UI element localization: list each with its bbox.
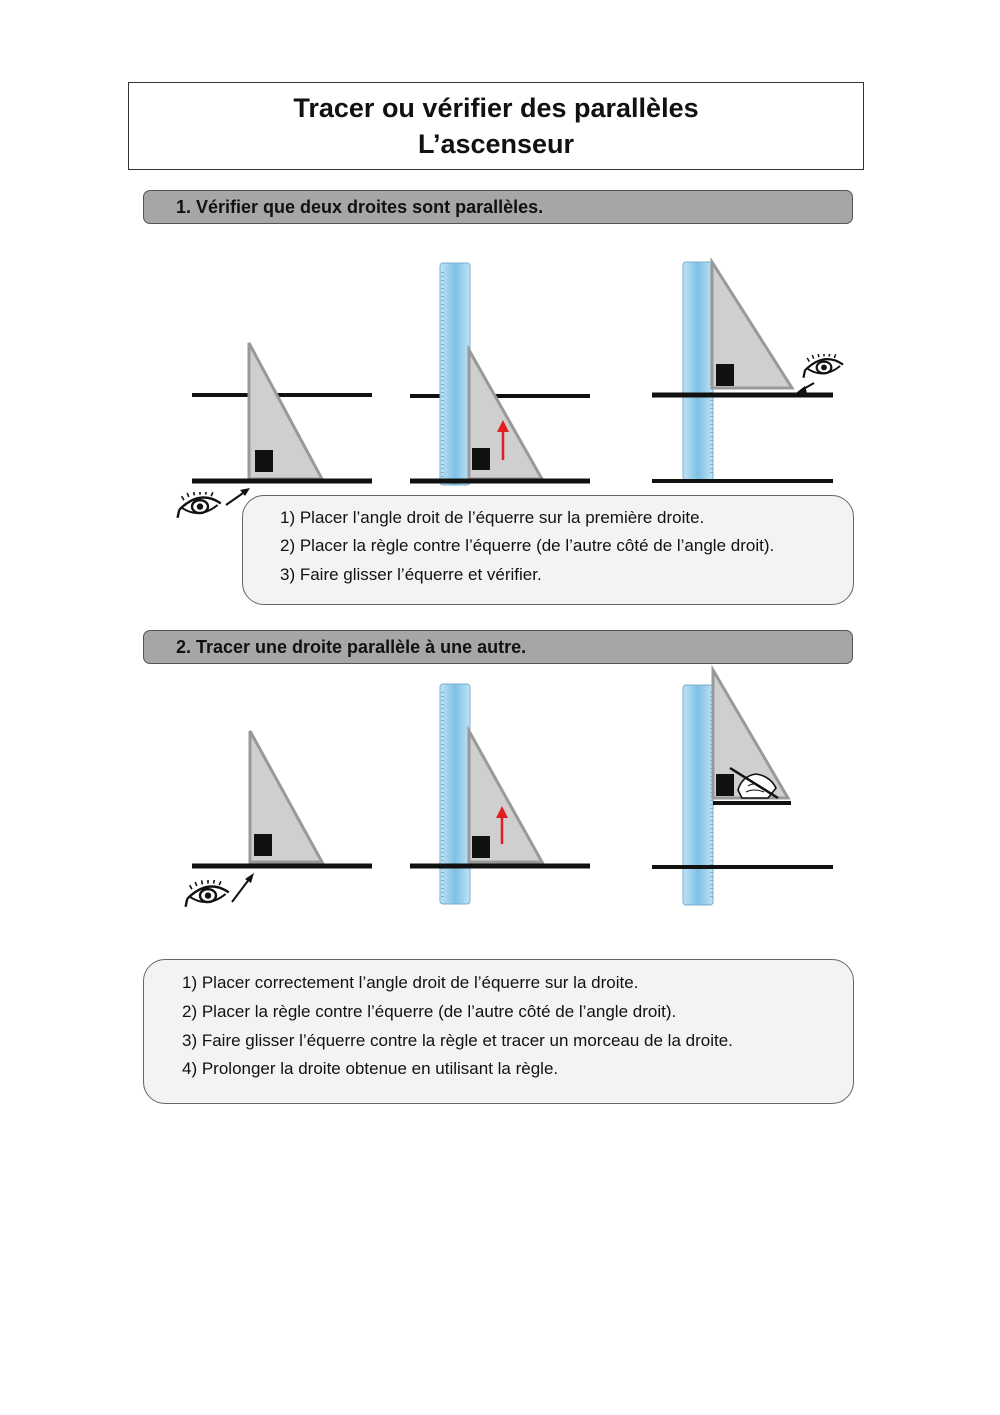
pointer-arrow-icon: [232, 873, 254, 902]
step-1: 1) Placer l’angle droit de l’équerre sur la première droite.: [280, 508, 705, 527]
eye-icon: [178, 491, 221, 518]
step-3: 3) Faire glisser l’équerre et vérifier.: [280, 565, 542, 584]
right-angle-mark: [472, 448, 490, 470]
ruler: [440, 684, 470, 904]
right-angle-mark: [472, 836, 490, 858]
right-angle-mark: [716, 774, 734, 796]
figure-2a: [186, 731, 372, 907]
step-2: 2) Placer la règle contre l’équerre (de l’autre côté de l’angle droit).: [280, 536, 775, 555]
section1-instructions: [242, 495, 854, 605]
ruler: [683, 685, 713, 905]
section2-instructions: [143, 959, 854, 1104]
figure-1b: [410, 263, 590, 485]
eye-icon: [803, 353, 843, 378]
step-2: 2) Placer la règle contre l’équerre (de l’autre côté de l’angle droit).: [182, 1002, 677, 1021]
step-4: 4) Prolonger la droite obtenue en utilisant la règle.: [182, 1059, 559, 1078]
step-1: 1) Placer correctement l’angle droit de l’équerre sur la droite.: [182, 973, 639, 992]
eye-icon: [186, 880, 229, 907]
figure-1c: [652, 262, 843, 481]
pointer-arrow-icon: [796, 383, 814, 393]
figure-2c: [652, 670, 833, 905]
right-angle-mark: [716, 364, 734, 386]
section1-heading: 1. Vérifier que deux droites sont parallèles.: [176, 197, 544, 217]
step-3: 3) Faire glisser l’équerre contre la règle et tracer un morceau de la droite.: [182, 1031, 733, 1050]
section2-header: [143, 630, 853, 664]
ruler: [683, 262, 713, 480]
section2-heading: 2. Tracer une droite parallèle à une autre.: [176, 637, 527, 657]
ruler: [440, 263, 470, 485]
page-subtitle: L’ascenseur: [417, 129, 575, 159]
right-angle-mark: [255, 450, 273, 472]
right-angle-mark: [254, 834, 272, 856]
figure-2b: [410, 684, 590, 904]
page-title: Tracer ou vérifier des parallèles: [293, 93, 699, 123]
figure-1a: [178, 343, 372, 518]
